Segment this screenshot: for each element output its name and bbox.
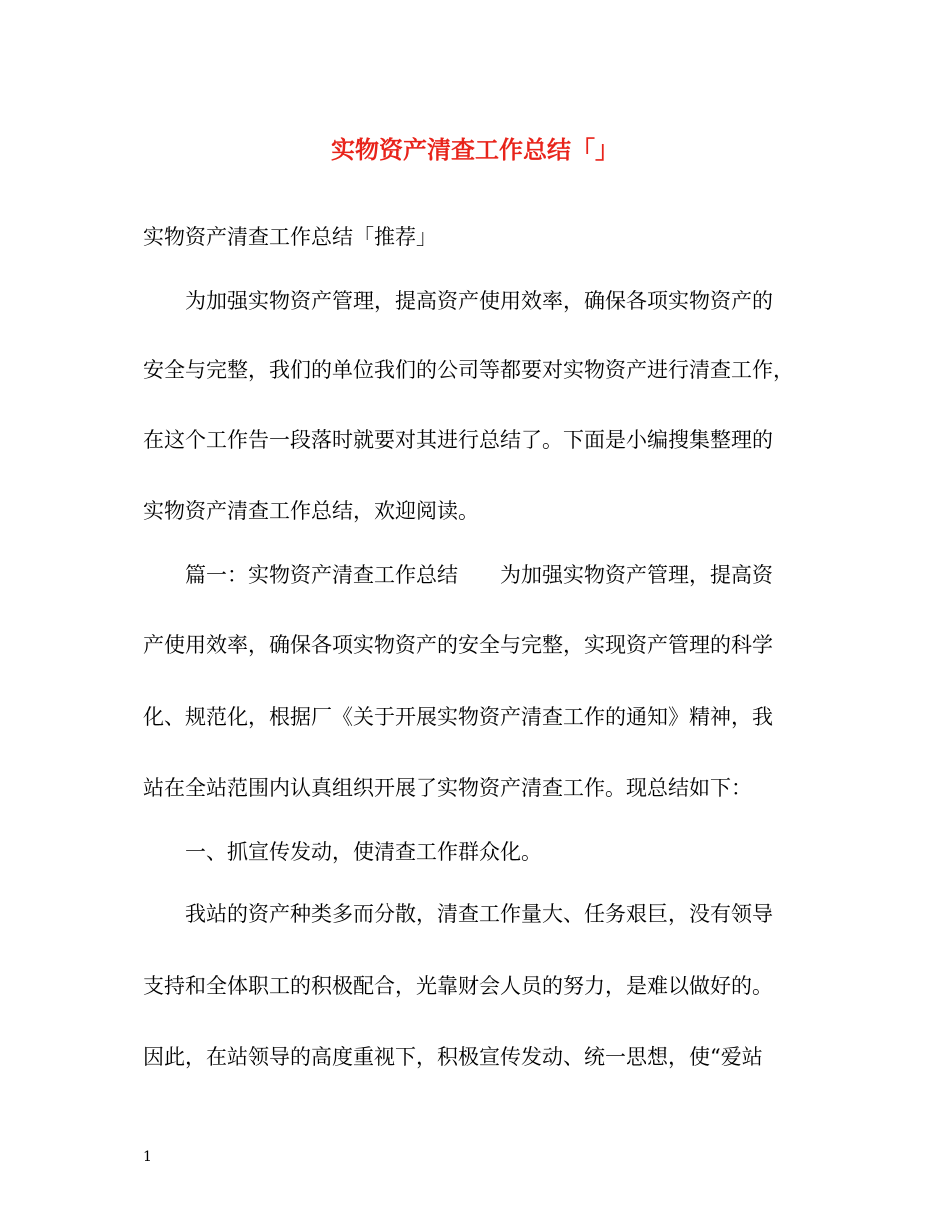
paragraph-line: 我站的资产种类多而分散，清查工作量大、任务艰巨，没有领导 xyxy=(185,902,773,926)
paragraph-line: 为加强实物资产管理，提高资产使用效率，确保各项实物资产的 xyxy=(185,289,773,313)
page-number: 1 xyxy=(143,1149,152,1165)
paragraph-line: 产使用效率，确保各项实物资产的安全与完整，实现资产管理的科学 xyxy=(143,633,773,657)
paragraph-line: 化、规范化，根据厂《关于开展实物资产清查工作的通知》精神，我 xyxy=(143,705,773,729)
document-title: 实物资产清查工作总结「」 xyxy=(331,135,619,164)
paragraph-line: 安全与完整，我们的单位我们的公司等都要对实物资产进行清查工作， xyxy=(143,358,794,382)
paragraph-line: 篇一：实物资产清查工作总结 为加强实物资产管理，提高资 xyxy=(185,563,773,587)
section-heading: 一、抓宣传发动，使清查工作群众化。 xyxy=(185,840,542,864)
paragraph-line: 因此，在站领导的高度重视下，积极宣传发动、统一思想，使“爱站 xyxy=(143,1045,763,1069)
paragraph-line: 实物资产清查工作总结，欢迎阅读。 xyxy=(143,499,479,523)
paragraph-line: 站在全站范围内认真组织开展了实物资产清查工作。现总结如下： xyxy=(143,776,752,800)
paragraph-line: 在这个工作告一段落时就要对其进行总结了。下面是小编搜集整理的 xyxy=(143,428,773,452)
paragraph-line: 支持和全体职工的积极配合，光靠财会人员的努力，是难以做好的。 xyxy=(143,974,773,998)
document-subtitle: 实物资产清查工作总结「推荐」 xyxy=(143,225,437,249)
